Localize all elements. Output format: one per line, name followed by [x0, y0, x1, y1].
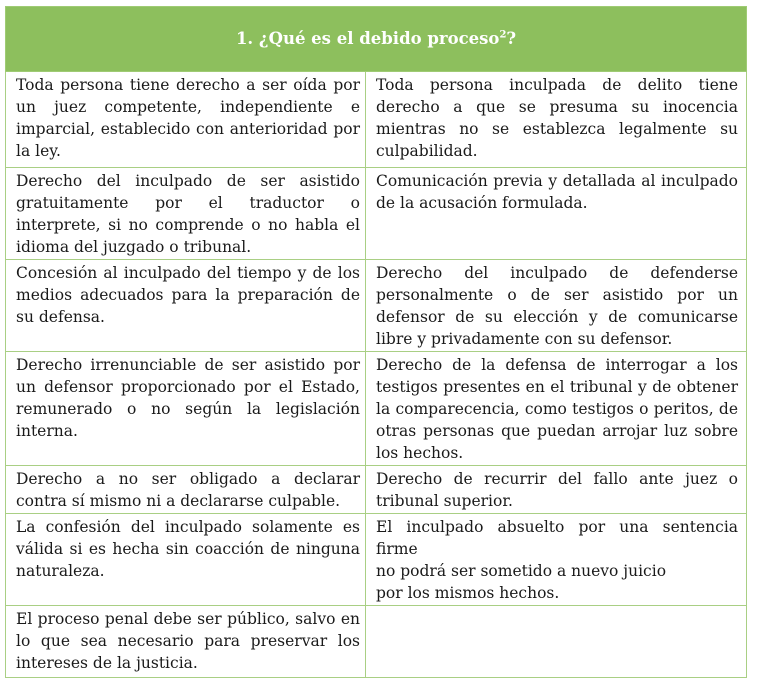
- table-title-end: ?: [506, 29, 517, 48]
- table-row: [6, 352, 747, 466]
- table-cell-right: Toda persona inculpada de delito tiene derecho a que se presuma su inocencia mientras no se establezca legalmente su culpabilidad.: [366, 72, 747, 168]
- table-cell-right: Derecho del inculpado de defenderse personalmente o de ser asistido por un defensor de su elección y de comunicarse libre y privadamente con su defensor.: [366, 260, 747, 352]
- table-cell-right: [366, 514, 747, 606]
- table-title: [6, 7, 747, 72]
- cell-line: no podrá ser sometido a nuevo juicio: [376, 562, 667, 580]
- table-cell-left: Derecho del inculpado de ser asistido gratuitamente por el traductor o interprete, si no comprende o no habla el idioma del juzgado o tribunal.: [6, 168, 366, 260]
- table-cell-left: La confesión del inculpado solamente es válida si es hecha sin coacción de ninguna naturaleza.: [6, 514, 366, 606]
- table-cell-left: El proceso penal debe ser público, salvo en lo que sea necesario para preservar los intereses de la justicia.: [6, 606, 366, 678]
- table-row: [6, 168, 747, 260]
- table-cell-right: Derecho de la defensa de interrogar a los testigos presentes en el tribunal y de obtener la comparecencia, como testigos o peritos, de otras personas que puedan arrojar luz sobre los hechos.: [366, 352, 747, 466]
- footnote-marker: 2: [499, 29, 507, 41]
- table-row: [6, 606, 747, 678]
- table-row: [6, 72, 747, 168]
- table-title-text: 1. ¿Qué es el debido proceso: [235, 29, 500, 48]
- table-cell-right: Comunicación previa y detallada al inculpado de la acusación formulada.: [366, 168, 747, 260]
- table-cell-empty: [366, 606, 747, 678]
- cell-line: El inculpado absuelto por una sentencia firme: [376, 518, 739, 558]
- table-row: [6, 260, 747, 352]
- cell-line: por los mismos hechos.: [376, 584, 560, 602]
- table-row: [6, 514, 747, 606]
- table-row: [6, 466, 747, 514]
- table-cell-left: Toda persona tiene derecho a ser oída por un juez competente, independiente e imparcial, establecido con anterioridad por la ley.: [6, 72, 366, 168]
- table-cell-left: Concesión al inculpado del tiempo y de los medios adecuados para la preparación de su defensa.: [6, 260, 366, 352]
- table-cell-left: Derecho irrenunciable de ser asistido por un defensor proporcionado por el Estado, remunerado o no según la legislación interna.: [6, 352, 366, 466]
- table-cell-left: Derecho a no ser obligado a declarar contra sí mismo ni a declararse culpable.: [6, 466, 366, 514]
- due-process-table: [5, 6, 747, 678]
- table-cell-right: Derecho de recurrir del fallo ante juez o tribunal superior.: [366, 466, 747, 514]
- table-header-row: [6, 7, 747, 72]
